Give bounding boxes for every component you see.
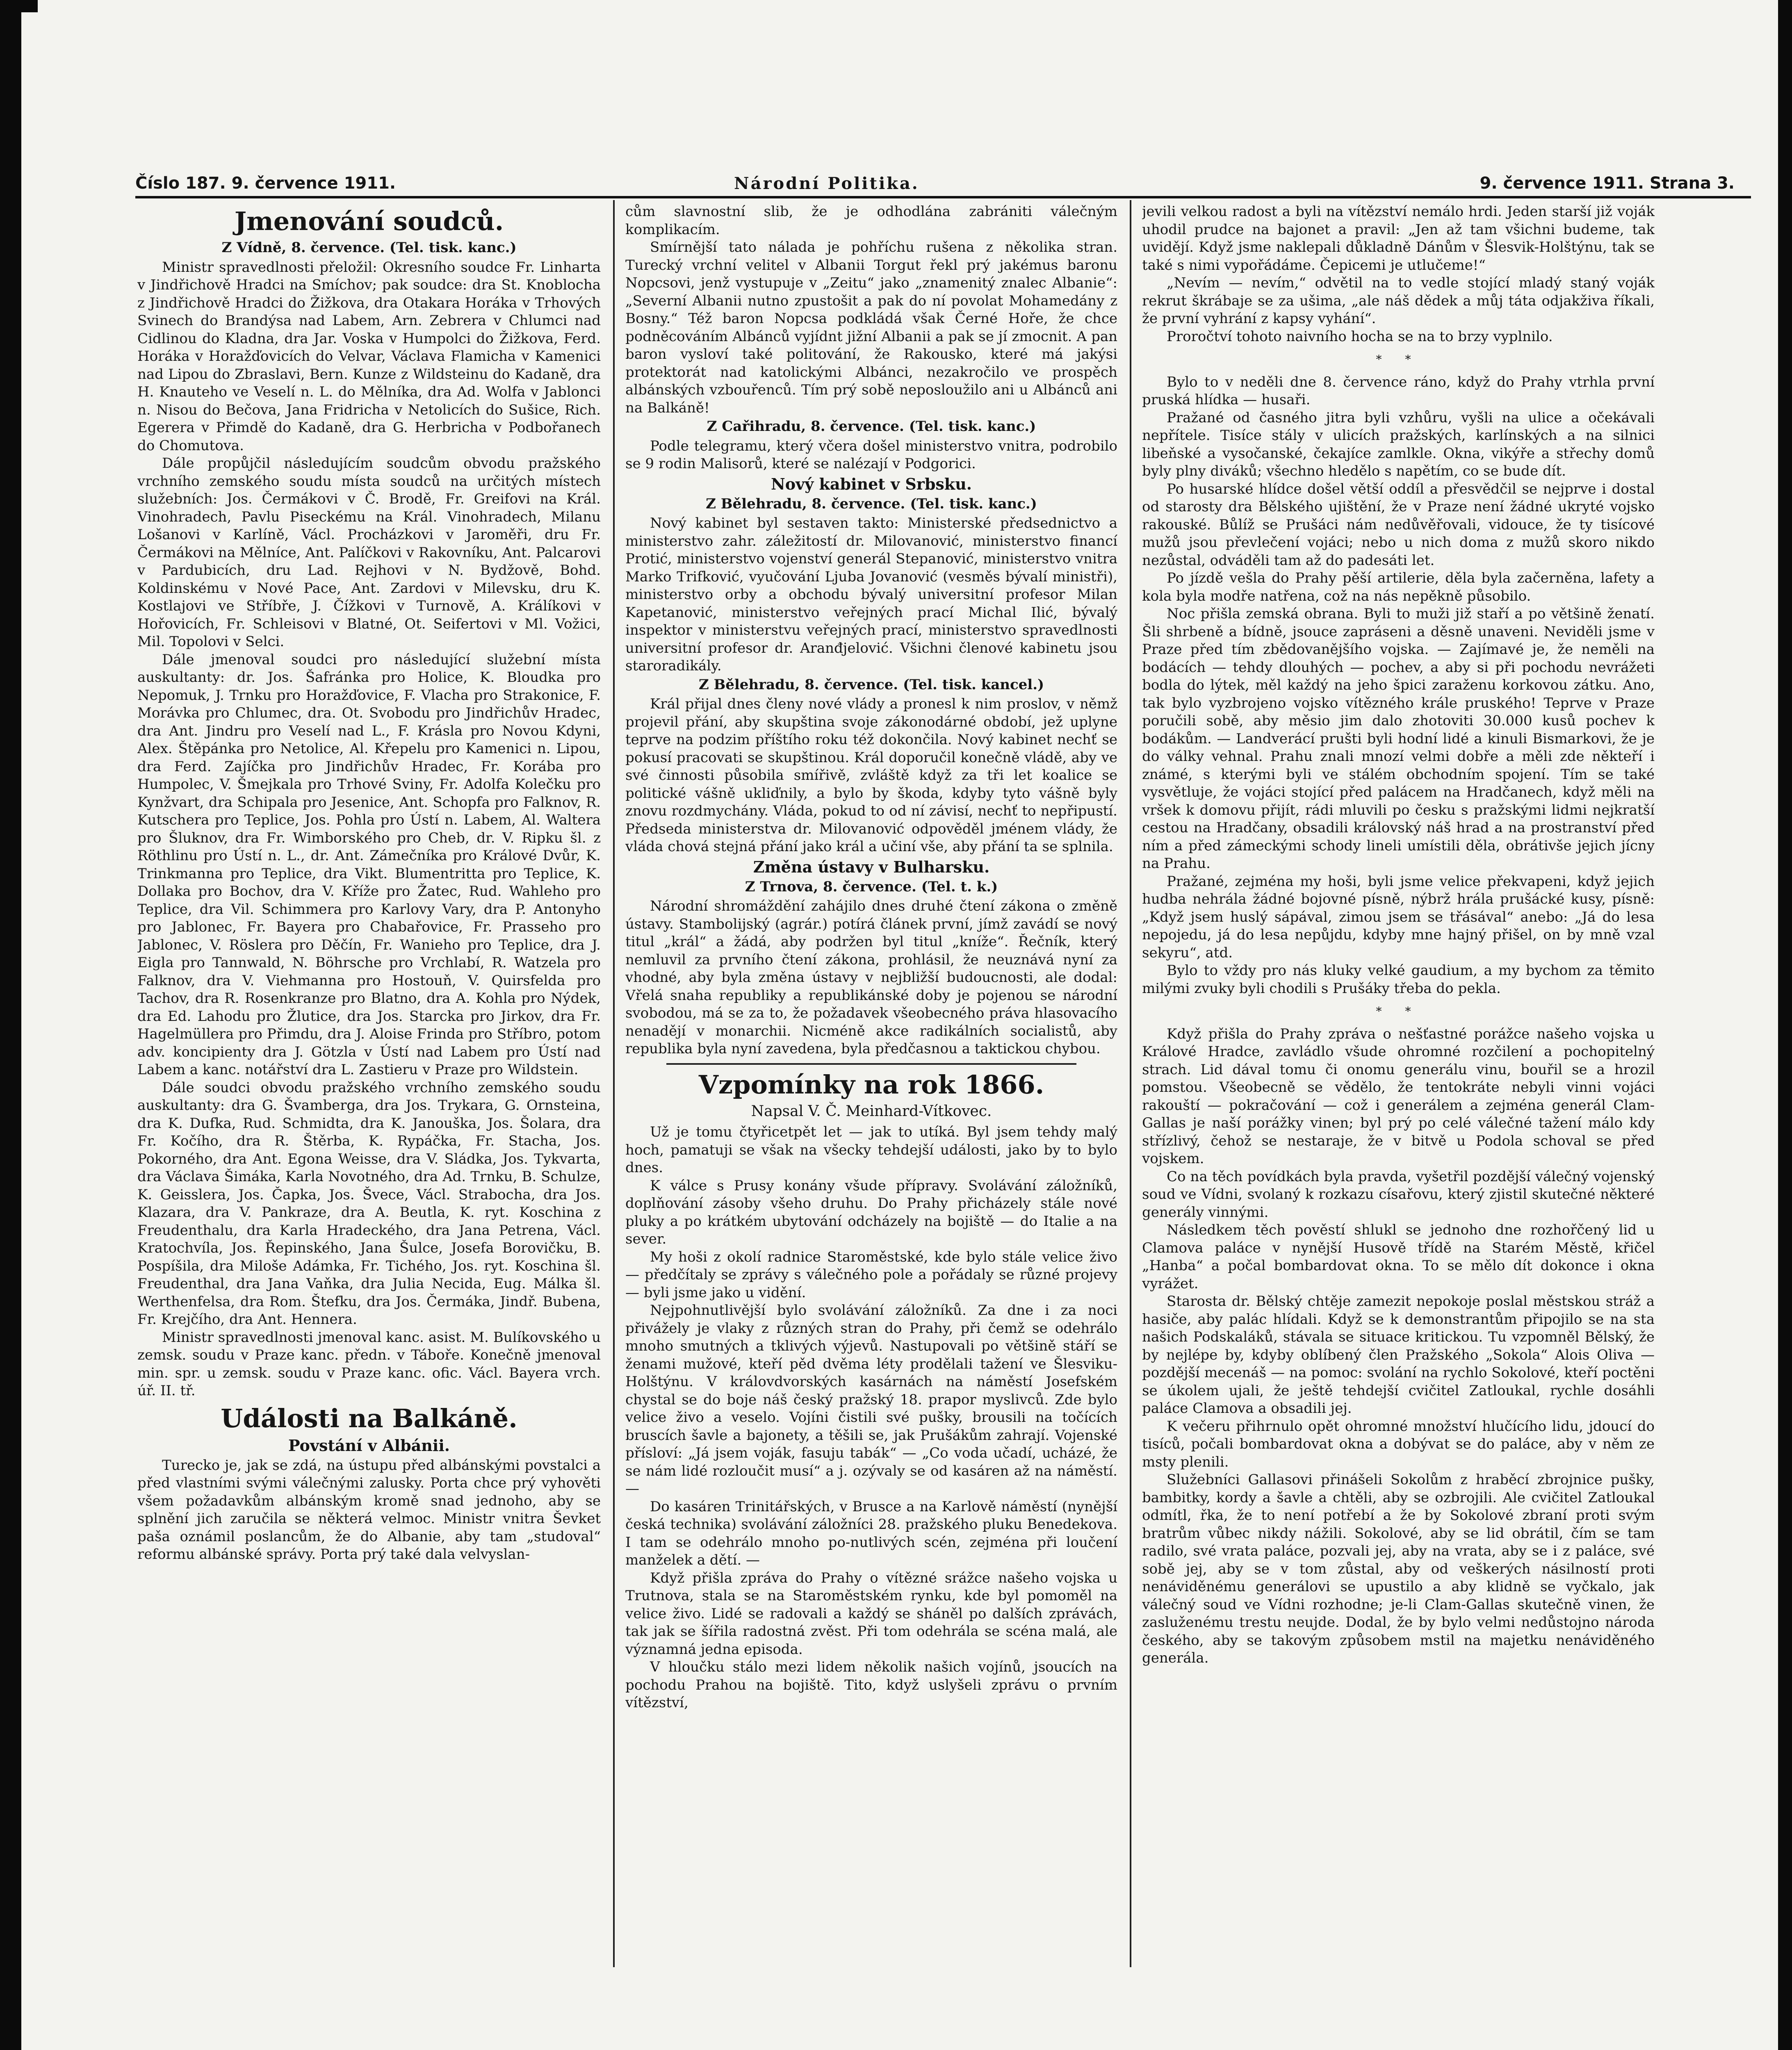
paragraph: K válce s Prusy konány všude přípravy. Svolávání záložníků, doplňování zásoby všeho druhu. Do Prahy přicházely stále nové pluky a po krátkém ubytování odcházely na bojiště — do Italie a na sever. [625, 1177, 1117, 1247]
scan-border-right [1778, 0, 1792, 2050]
paragraph: Když přišla zpráva do Prahy o vítězné srážce našeho vojska u Trutnova, stala se na Staroměstském rynku, kde byl pomoměl na velice živo. Lidé se radovali a každý se sháněl po dalších zprávách, tak jak se šířila radostná zvěst. Při tom odehrála se scéna malá, ale významná jedna episoda. [625, 1569, 1117, 1658]
article-title: Jmenování soudců. [234, 206, 504, 236]
paragraph: Ministr spravedlnosti jmenoval kanc. asist. M. Bulíkovského u zemsk. soudu v Praze kanc. předn. v Táboře. Konečně jmenoval min. spr. u zemsk. soudu v Praze kanc. ofic. Václ. Bayera vrch. úř. II. tř. [137, 1329, 601, 1399]
paragraph: Nejpohnutlivější bylo svolávání záložníků. Za dne i za noci přivážely je vlaky z různých stran do Prahy, při čemž se odehrálo mnoho smutných a tklivých výjevů. Nastupovali po většině stáří se ženami mužové, kteří pěd dvěma léty prodělali tažení ve Šlesviku-Holštýnu. V královdvorských kasárnách na náměstí Josefském chystal se do boje náš český pražský 18. prapor myslivců. Zde bylo velice živo a veselo. Vojíni čistili své pušky, brousili na točících bruscích šavle a bajonety, a těšili se, jak Prušákům zahrají. Vojenské přísloví: „Já jsem voják, fasuju tabák“ — „Co voda učadí, ucházé, že se nám lidé rozloučit musí“ a j. ozývaly se od kasáren až na náměstí. — [625, 1302, 1117, 1497]
dateline: Z Vídně, 8. července. (Tel. tisk. kanc.) [221, 239, 517, 256]
paragraph: Do kasáren Trinitářských, v Brusce a na Karlově náměstí (nynější česká technika) svolávání záložníci 28. pražského pluku Benedekova. I tam se odehrálo mnoho po-nutlivých scén, zejména při loučení manželek a dětí. — [625, 1498, 1117, 1568]
paragraph: Starosta dr. Bělský chtěje zamezit nepokoje poslal městskou stráž a hasiče, aby palác hlídali. Když se k demonstrantům připojilo se na sta našich Podskaláků, stávala se situace kritickou. Tu vzpomněl Bělský, že by nejlépe by, kdyby oblíbený člen Pražského „Sokola“ Alois Oliva — pozdější mecenáš — na pomoc: svolání na rychlo Sokolové, kteří poctěni se úkolem ujali, že ještě tehdejší cvičitel Zatloukal, rychle dosáhli paláce Clamova a obsadili jej. [1142, 1293, 1655, 1417]
paragraph: cům slavnostní slib, že je odhodlána zabrániti válečným komplikacím. [625, 203, 1117, 238]
column-1 [137, 203, 601, 2050]
paragraph: My hoši z okolí radnice Staroměstské, kde bylo stále velice živo — předčítaly se zprávy s válečného pole a pořádaly se různé projevy — byli jsme jako u vidění. [625, 1248, 1117, 1301]
dateline: Z Bělehradu, 8. července. (Tel. tisk. kancel.) [698, 676, 1044, 693]
paragraph: Následkem těch pověstí shlukl se jednoho dne rozhořčený lid u Clamova paláce v nynější Husově třídě na Starém Městě, křičel „Hanba“ a počal bombardovat okna. To se mělo dít dokonce i okna vyrážet. [1142, 1222, 1655, 1292]
paragraph: Pražané od časného jitra byli vzhůru, vyšli na ulice a očekávali nepřítele. Tisíce stály v ulicích pražských, karlínských a na silnici libeňské a vysočanské, čekajíce zamlkle. Okna, vikýře a střechy domů byly plny diváků; všechno hledělo s napětím, co se bude dít. [1142, 409, 1655, 479]
paragraph: Po husarské hlídce došel větší oddíl a přesvědčil se nejprve i dostal od starosty dra Bělského ujištění, že v Praze není žádné ukryté vojsko rakouské. Bůlíž se Prušáci nám nedůvěřovali, vidouce, že ty tisícové mužů jsou převlečení vojáci; nebo u nich doma z mužů skoro nikdo nezůstal, odváděli tam až do padesáti let. [1142, 481, 1655, 569]
dateline: Z Trnova, 8. července. (Tel. t. k.) [745, 878, 998, 895]
paragraph: Dále propůjčil následujícím soudcům obvodu pražského vrchního zemského soudu místa soudců na určitých místech služebních: Jos. Čermákovi v Č. Brodě, Fr. Greifovi na Král. Vinohradech, Pavlu Piseckému na Král. Vinohradech, Milanu Lošanovi v Karlíně, Václ. Procházkovi v Jaroměři, dru Fr. Čermákovi na Mělníce, Ant. Palíčkovi v Rakovníku, Ant. Palcarovi v Pardubicích, dru Lad. Rejhovi v N. Bydžově, Bohd. Koldinskému v Nové Pace, Ant. Zardovi v Milevsku, dru K. Kostlajovi ve Stříbře, J. Čížkovi v Turnově, A. Králíkovi v Hořovicích, Fr. Schleisovi v Blatné, Ot. Seifertovi v Ml. Vožici, Mil. Topolovi v Selci. [137, 455, 601, 650]
paragraph: „Nevím — nevím,“ odvětil na to vedle stojící mladý staný voják rekrut škrábaje se za ušima, „ale náš dědek a můj táta odjakživa říkali, že první vyhrání z kapsy vyhání“. [1142, 275, 1655, 327]
column-divider [613, 200, 615, 1967]
dateline: Z Bělehradu, 8. července. (Tel. tisk. kanc.) [706, 495, 1037, 512]
page-info: 9. července 1911. Strana 3. [1480, 174, 1735, 193]
paragraph: Turecko je, jak se zdá, na ústupu před albánskými povstalci a před vlastními svými válečnými zalusky. Porta chce prý vyhověti všem požadavkům albánským kromě snad jednoho, aby se splnění jich zaručila se některá velmoc. Ministr vnitra Ševket paša oznámil poslancům, že do Albanie, aby tam „studoval“ reformu albánské správy. Porta prý také dala velvyslan- [137, 1457, 601, 1563]
paragraph: Po jízdě vešla do Prahy pěší artilerie, děla byla začerněna, lafety a kola byla modře natřena, což na nás nepěkně působilo. [1142, 570, 1655, 604]
paragraph: Služebníci Gallasovi přinášeli Sokolům z hraběcí zbrojnice pušky, bambitky, kordy a šavle a chtěli, aby se ozbrojili. Ale cvičitel Zatloukal odmítl, řka, že to není potřebí a že by Sokolové zbraní proti svým bratrům vůbec nikdy nážili. Sokolové, aby se lid obrátil, čím se tam radilo, své vrata paláce, pozvali jej, aby na vrata, aby se i z paláce, své sobě jej, aby se v tom zůstal, aby od veškerých násilností proti nenáviděnému generálovi se upustilo a aby klidně se vyčkalo, jak válečný soud ve Vídni rozhodne; je-li Clam-Gallas skutečně vinen, že zasluženému trestu neujde. Dodal, že by bylo velmi nedůstojno národa českého, aby se takovým způsobem mstil na majetku nenáviděného generála. [1142, 1471, 1655, 1666]
column-divider [1130, 200, 1131, 1967]
paragraph: V hloučku stálo mezi lidem několik našich vojínů, jsoucích na pochodu Prahou na bojiště. Tito, když uslyšeli zprávu o prvním vítězství, [625, 1659, 1117, 1711]
section-rule [666, 1063, 1076, 1065]
column-3 [1142, 203, 1655, 2050]
paragraph: Král přijal dnes členy nové vlády a pronesl k nim proslov, v němž projevil přání, aby skupština svoje zákonodárné období, jež uplyne teprve na podzim příštího roku též dokončila. Nový kabinet nechť se pokusí pracovati se skupštinou. Král doporučil konečně vládě, aby ve své činnosti působila smířivě, zvláště když za tři let koalice se politické vášně ukliďnily, a bylo by škoda, kdyby tyto vášně byly znovu rozdmychány. Vláda, pokud to od ní závisí, nechť to nepřipustí. Předseda ministerstva dr. Milovanović odpověděl jménem vlády, že vláda chová stejná přání jako král a učiní vše, aby přání ta se splnila. [625, 696, 1117, 855]
paragraph: Ministr spravedlnosti přeložil: Okresního soudce Fr. Linharta v Jindřichově Hradci na Smíchov; pak soudce: dra St. Knoblocha z Jindřichově Hradci do Žižkova, dra Otakara Horáka v Trhových Svinech do Brandýsa nad Labem, Arn. Zebrera v Chlumci nad Cidlinou do Kladna, dra Jar. Voska v Humpolci do Žižkova, Ferd. Horáka v Horažďovicích do Velvar, Václava Flamicha v Kamenici nad Lipou do Zbraslavi, Bern. Kunze z Wildsteinu do Kadaně, dra H. Knauteho ve Veselí n. L. do Mělníka, dra Ad. Wolfa v Jablonci n. Nisou do Bečova, Jana Fridricha v Netolicích do Sušice, Rich. Egerera v Přimdě do Kadaně, dra G. Herbricha v Podbořanech do Chomutova. [137, 259, 601, 454]
paragraph: Nový kabinet byl sestaven takto: Ministerské předsednictvo a ministerstvo zahr. záležitostí dr. Milovanović, ministerstvo financí Protić, ministerstvo vojenství generál Stepanović, ministerstvo vnitra Marko Trifković, vyučování Ljuba Jovanović (vesměs bývalí ministři), ministerstvo orby a obchodu bývalý universitní profesor Milan Kapetanović, ministerstvo veřejných prací Michal Ilić, bývalý inspektor v ministerstvu veřejných prací, ministerstvo spravedlnosti universitní profesor dr. Aranđjelović. Všichni členové kabinetu jsou staroradikály. [625, 515, 1117, 674]
header-rule [135, 196, 1751, 198]
paragraph: Co na těch povídkách byla pravda, vyšetřil pozdější válečný vojenský soud ve Vídni, svolaný k rozkazu císařovu, který zjistil skutečné některé generály vinnými. [1142, 1168, 1655, 1221]
column-2 [625, 203, 1117, 2050]
scan-corner [21, 0, 38, 12]
article-title: Změna ústavy v Bulharsku. [753, 857, 990, 876]
article-title: Nový kabinet v Srbsku. [771, 474, 972, 493]
article-subtitle: Povstání v Albánii. [288, 1436, 450, 1455]
issue-info: Číslo 187. 9. července 1911. [135, 174, 396, 193]
dateline: Z Cařihradu, 8. července. (Tel. tisk. kanc.) [707, 418, 1036, 435]
section-separator: * * [1376, 353, 1421, 366]
paragraph: Dále jmenoval soudci pro následující služební místa auskultanty: dr. Jos. Šafránka pro Holice, K. Bloudka pro Nepomuk, J. Trnku pro Horažďovice, F. Vlacha pro Strakonice, F. Morávka pro Chlumec, dra. Ot. Svobodu pro Jindřichův Hradec, dra Ant. Jindru pro Veselí nad L., F. Krásla pro Novou Kdyni, Alex. Štěpánka pro Netolice, Al. Křepelu pro Kamenici n. Lipou, dra Ferd. Zajíčka pro Jindřichův Hradec, Fr. Korába pro Humpolec, V. Šmejkala pro Trhové Sviny, Fr. Adolfa Kolečku pro Kynžvart, dra Schipala pro Jesenice, Ant. Schopfa pro Falknov, R. Kutschera pro Teplice, Jos. Pohla pro Ústí n. Labem, Al. Waltera pro Šluknov, dra Fr. Wimborského pro Cheb, dr. V. Ripku šl. z Röthlinu pro Ústí n. L., dr. Ant. Zámečníka pro Králové Dvůr, K. Trinkmanna pro Teplice, dra Vikt. Blumentritta pro Teplice, K. Dollaka pro Bochov, dra V. Kříže pro Žatec, Rud. Wahleho pro Teplice, dra Vil. Schimmera pro Karlovy Vary, dra P. Antonyho pro Jablonec, Fr. Bayera pro Chabařovice, Fr. Prasseho pro Jablonec, V. Röslera pro Děčín, Fr. Wanieho pro Teplice, dra J. Eigla pro Tannwald, N. Böhrsche pro Vrchlabí, R. Watzela pro Falknov, dra V. Viehmanna pro Hostouň, V. Quirsfelda pro Tachov, dra R. Rosenkranze pro Blatno, dra A. Kohla pro Nýdek, dra Ed. Lahodu pro Žlutice, dra Jos. Starcka pro Jirkov, dra Fr. Hagelmüllera pro Přimdu, dra J. Aloise Frinda pro Stříbro, potom adv. koncipienty dra J. Götzla v Ústí nad Labem pro Ústí nad Labem a kanc. notářství dra L. Zastieru v Praze pro Wildstein. [137, 651, 601, 1078]
paragraph: Bylo to v neděli dne 8. července ráno, když do Prahy vtrhla první pruská hlídka — husaři. [1142, 374, 1655, 408]
paragraph: K večeru přihrnulo opět ohromné množství hlučícího lidu, jdoucí do tisíců, počali bombardovat okna a dobývat se do paláce, aby v něm ze msty plenili. [1142, 1418, 1655, 1470]
section-separator: * * [1376, 1004, 1421, 1018]
paragraph: Smírnější tato nálada je pohříchu rušena z několika stran. Turecký vrchní velitel v Albanii Torgut řekl prý jakémus baronu Nopcsovi, jenž vystupuje v „Zeitu“ jako „znamenitý znalec Albanie“: „Severní Albanii nutno zpustošit a pak do ní povolat Mohamedány z Bosny.“ Též baron Nopcsa podkládá však Černé Hoře, že chce podněcováním Albánců vyjídnt jižní Albanii a pak se jí zmocnit. A pan baron vysloví také politování, že Rakousko, které má jakýsi protektorát nad katolickými Albánci, nezakročilo ve prospěch albánských vzbouřenců. Tím prý sobě neposloužilo ani u Albánců ani na Balkáně! [625, 239, 1117, 416]
paragraph: Noc přišla zemská obrana. Byli to muži již staří a po většině ženatí. Šli shrbeně a bídně, jsouce zapráseni a děsně unaveni. Neviděli jsme v Praze před tím zbědovanějšího vojska. — Zajímavé je, že neměli na bodácích — tehdy dlouhých — pochev, a aby si při pochodu nevrážeti bodla do lýtek, měl každý na jeho špici zaraženu korkovou zátku. Ano, tak bylo vyzbrojeno vojsko vítězného krále pruského! Teprve v Praze poručili sobě, aby měsio jim dalo zhotoviti 30.000 kusů pochev k bodákům. — Landverácí prušti byli hodní lidé a kinuli Bismarkovi, že je do války vehnal. Prahu znali mnozí velmi dobře a měli zde někteří i známé, s kterými byli ve stálém obchodním spojení. Tím se také vysvětluje, že vojáci stojící před palácem na Hradčanech, když měli na vršek k domovu přijít, rádi mluvili po česku s pražskými lidmi nejkratší cestou na Hradčany, obsadili královský náš hrad a na prostranství před ním a před zámeckými schody lineli umístili děla, obrátivše jejich jícny na Prahu. [1142, 606, 1655, 872]
paragraph: Proročtví tohoto naivního hocha se na to brzy vyplnilo. [1167, 328, 1553, 345]
article-title: Události na Balkáně. [221, 1403, 518, 1433]
paragraph: Už je tomu čtyřicetpět let — jak to utíká. Byl jsem tehdy malý hoch, pamatuji se však na všecky tehdejší události, jako by to bylo dnes. [625, 1124, 1117, 1176]
paragraph: Podle telegramu, který včera došel ministerstvo vnitra, podrobilo se 9 rodin Malisorů, které se nalézají v Podgorici. [625, 437, 1117, 472]
paragraph: Pražané, zejména my hoši, byli jsme velice překvapeni, když jejich hudba nehrála žádné bojovné písně, nýbrž hrála prušácké kusy, písně: „Když jsem huslý sápával, zimou jsem se třásával“ anebo: „Já do lesa nepojedu, já do lesa nepůjdu, kdyby mne hajný přišel, on by mně vzal sekyru“, atd. [1142, 873, 1655, 961]
feuilleton-title: Vzpomínky na rok 1866. [698, 1069, 1044, 1100]
paragraph: jevili velkou radost a byli na vítězství nemálo hrdi. Jeden starší již voják uhodil prudce na bajonet a pravil: „Jen až tam všichni budeme, tak uvidějí. Když jsme naklepali důkladně Dánům v Šlesvik-Holštýnu, tak se také s nimi vypořádáme. Čepicemi je utlučeme!“ [1142, 203, 1655, 273]
byline: Napsal V. Č. Meinhard-Vítkovec. [751, 1102, 992, 1120]
masthead: Národní Politika. [734, 174, 919, 193]
running-header [135, 171, 1735, 197]
paragraph: Když přišla do Prahy zpráva o nešťastné porážce našeho vojska u Králové Hradce, zavládlo všude ohromné rozčilení a pochopitelný strach. Lid dával tomu či onomu generálu vinu, bouřil se a hrozil pomstou. Všeobecně se vědělo, že tentokráte nebyli vinni vojáci rakouští — pokračování — což i generálem a zejména generál Clam-Gallas je naší porážky vinen; byl prý po celé válečné tažení málo kdy střízlivý, čehož se nestaraje, že v bitvě u Podola schoval se před vojskem. [1142, 1025, 1655, 1167]
paragraph: Bylo to vždy pro nás kluky velké gaudium, a my bychom za těmito milými zvuky byli chodili s Prušáky třeba do pekla. [1142, 962, 1655, 997]
paragraph: Národní shromáždění zahájilo dnes druhé čtení zákona o změně ústavy. Stambolijský (agrár.) potírá článek první, jímž zavádí se nový titul „král“ a žádá, aby podržen byl titul „kníže“. Řečník, který nemluvil za prvního čtení zákona, prohlásil, že neuznává nyní za vhodné, aby byla změna ústavy v nejbližší budoucnosti, ale dodal: Vřelá snaha republiky a republikánské doby je pojenou se národní svobodou, má se za to, že požadavek všeobecného práva hlasovacího nenadějí v monarchii. Nicméně akce radikálních socialistů, aby republika byla nyní zavedena, byla předčasnou a taktickou chybou. [625, 898, 1117, 1057]
paragraph: Dále soudci obvodu pražského vrchního zemského soudu auskultanty: dra G. Švamberga, dra Jos. Trykara, G. Ornsteina, dra K. Dufka, Rud. Schmidta, dra K. Janouška, Jos. Šolara, dra Fr. Kočího, dra R. Štěrba, K. Rypáčka, Fr. Stacha, Jos. Pokorného, dra Ant. Egona Weisse, dra V. Sládka, Jos. Tykvarta, dra Václava Šimáka, Karla Novotného, dra Ad. Trnku, B. Schulze, K. Geisslera, Jos. Čapka, Jos. Švece, Václ. Strabocha, dra Jos. Klazara, dra V. Pankraze, dra A. Beutla, K. ryt. Koschina z Freudenthalu, dra Karla Hradeckého, dra Jana Petrena, Václ. Kratochvíla, Jos. Řepinského, Jana Šulce, Josefa Borovičku, B. Pospíšila, dra Miloše Adámka, Fr. Tichého, Jos. ryt. Koschina šl. Freudenthal, dra Jana Vaňka, dra Julia Necida, Eug. Málka šl. Werthenfelsa, dra Rom. Štefku, dra Jos. Čermáka, Jindř. Bubena, Fr. Krejčího, dra Ant. Hennera. [137, 1079, 601, 1328]
scan-border-left [0, 0, 21, 2050]
